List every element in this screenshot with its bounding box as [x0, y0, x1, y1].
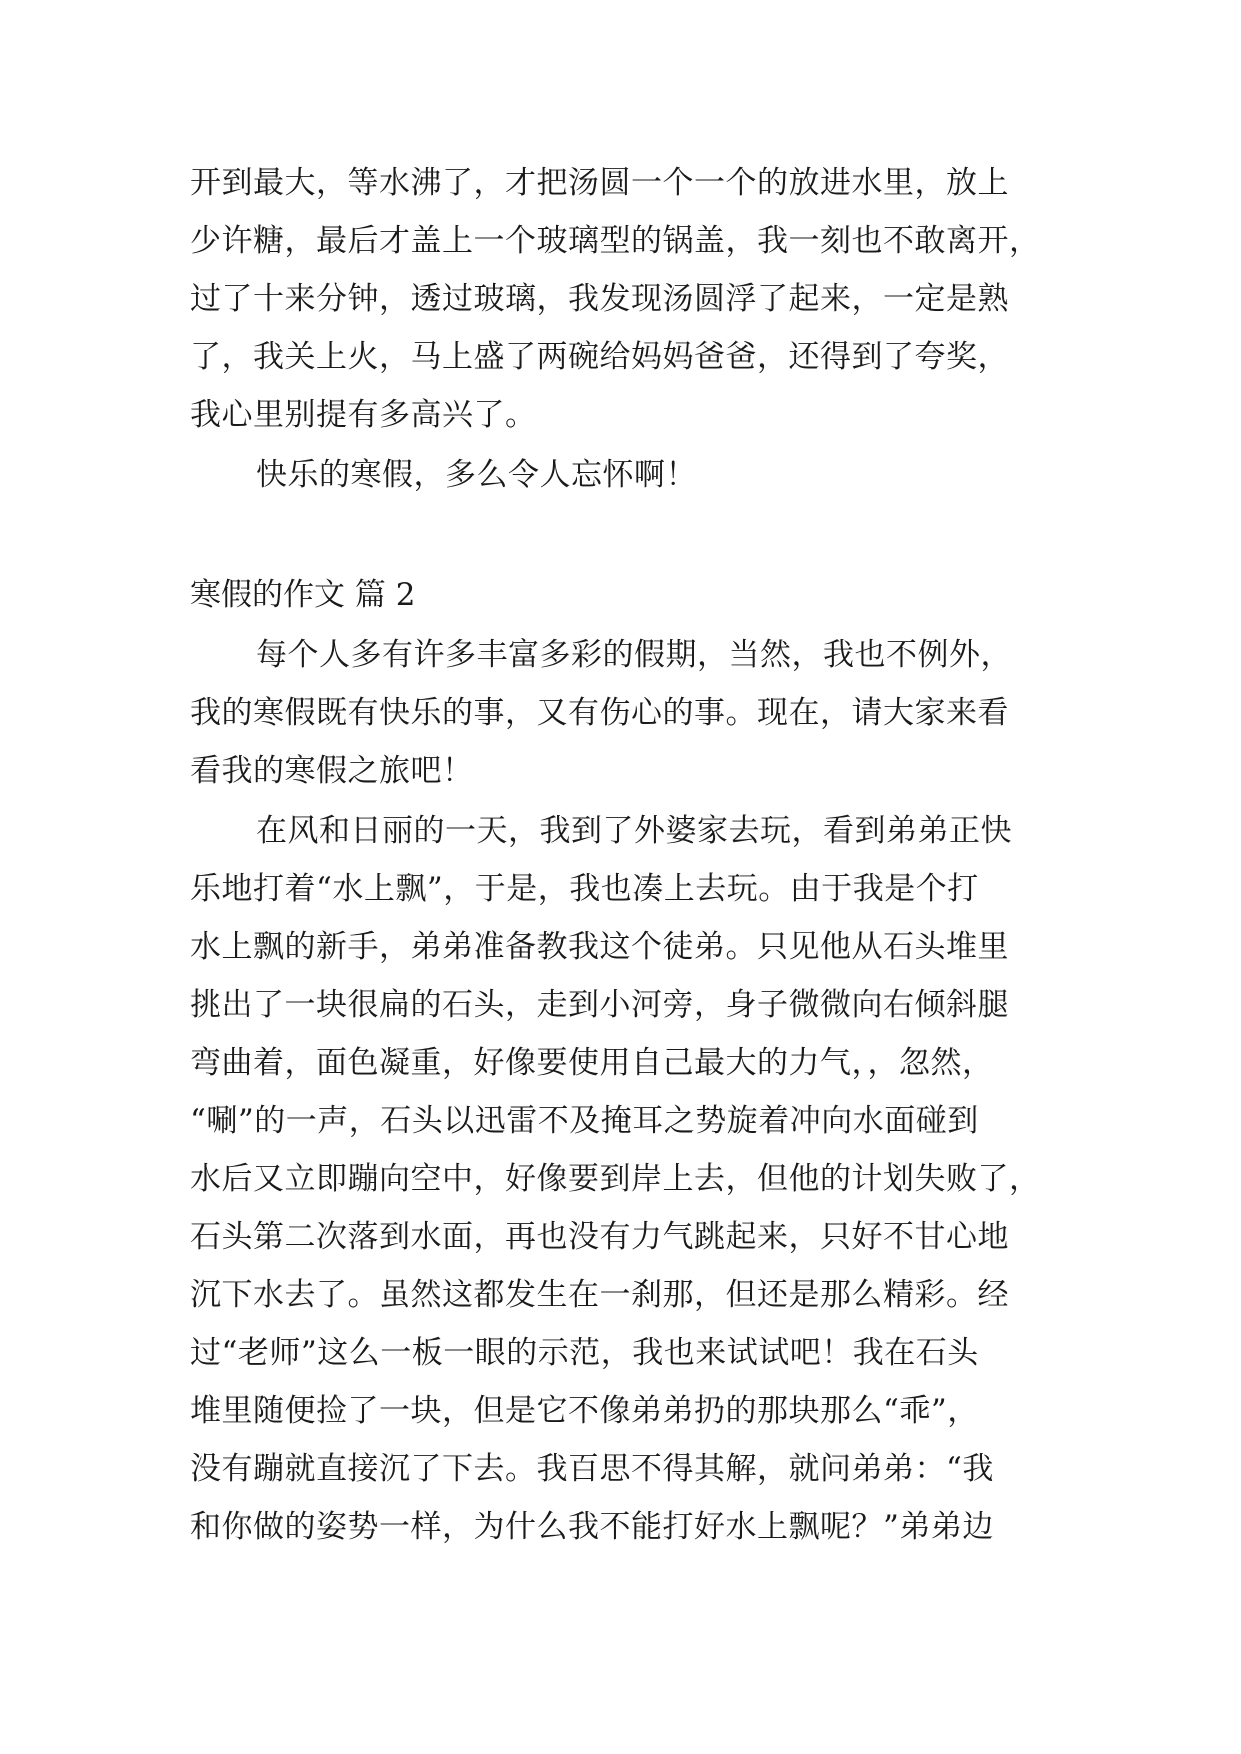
paragraph-line: 水后又立即蹦向空中，好像要到岸上去，但他的计划失败了，: [190, 1161, 1041, 1197]
paragraph-line: 弯曲着，面色凝重，好像要使用自己最大的力气，，忽然，: [190, 1045, 994, 1081]
paragraph-line: 过“老师”这么一板一眼的示范，我也来试试吧！我在石头: [190, 1335, 979, 1371]
paragraph-line: 快乐的寒假，多么令人忘怀啊！: [256, 457, 697, 493]
paragraph-line: 没有蹦就直接沉了下去。我百思不得其解，就问弟弟：“我: [190, 1451, 994, 1487]
paragraph-line: 和你做的姿势一样，为什么我不能打好水上飘呢？”弟弟边: [190, 1509, 994, 1545]
paragraph-line: 每个人多有许多丰富多彩的假期，当然，我也不例外，: [256, 637, 1012, 673]
paragraph-line: 了，我关上火，马上盛了两碗给妈妈爸爸，还得到了夸奖，: [190, 339, 1009, 375]
paragraph-line: 堆里随便捡了一块，但是它不像弟弟扔的那块那么“乖”，: [190, 1393, 979, 1429]
paragraph-line: 乐地打着“水上飘”，于是，我也凑上去玩。由于我是个打: [190, 871, 979, 907]
paragraph-line: 过了十来分钟，透过玻璃，我发现汤圆浮了起来，一定是熟: [190, 281, 1009, 317]
paragraph-line: 我心里别提有多高兴了。: [190, 397, 537, 433]
paragraph-line: 沉下水去了。虽然这都发生在一刹那，但还是那么精彩。经: [190, 1277, 1009, 1313]
paragraph-line: 石头第二次落到水面，再也没有力气跳起来，只好不甘心地: [190, 1219, 1009, 1255]
section-heading: 寒假的作文 篇 2: [190, 577, 416, 613]
paragraph-line: 看我的寒假之旅吧！: [190, 753, 474, 789]
paragraph-line: 开到最大，等水沸了，才把汤圆一个一个的放进水里，放上: [190, 165, 1009, 201]
paragraph-line: 水上飘的新手，弟弟准备教我这个徒弟。只见他从石头堆里: [190, 929, 1009, 965]
paragraph-line: 我的寒假既有快乐的事，又有伤心的事。现在，请大家来看: [190, 695, 1009, 731]
paragraph-line: 在风和日丽的一天，我到了外婆家去玩，看到弟弟正快: [256, 813, 1012, 849]
paragraph-line: 挑出了一块很扁的石头，走到小河旁，身子微微向右倾斜腿: [190, 987, 1009, 1023]
paragraph-line: 少许糖，最后才盖上一个玻璃型的锅盖，我一刻也不敢离开，: [190, 223, 1041, 259]
paragraph-line: “唰”的一声，石头以迅雷不及掩耳之势旋着冲向水面碰到: [190, 1103, 979, 1139]
